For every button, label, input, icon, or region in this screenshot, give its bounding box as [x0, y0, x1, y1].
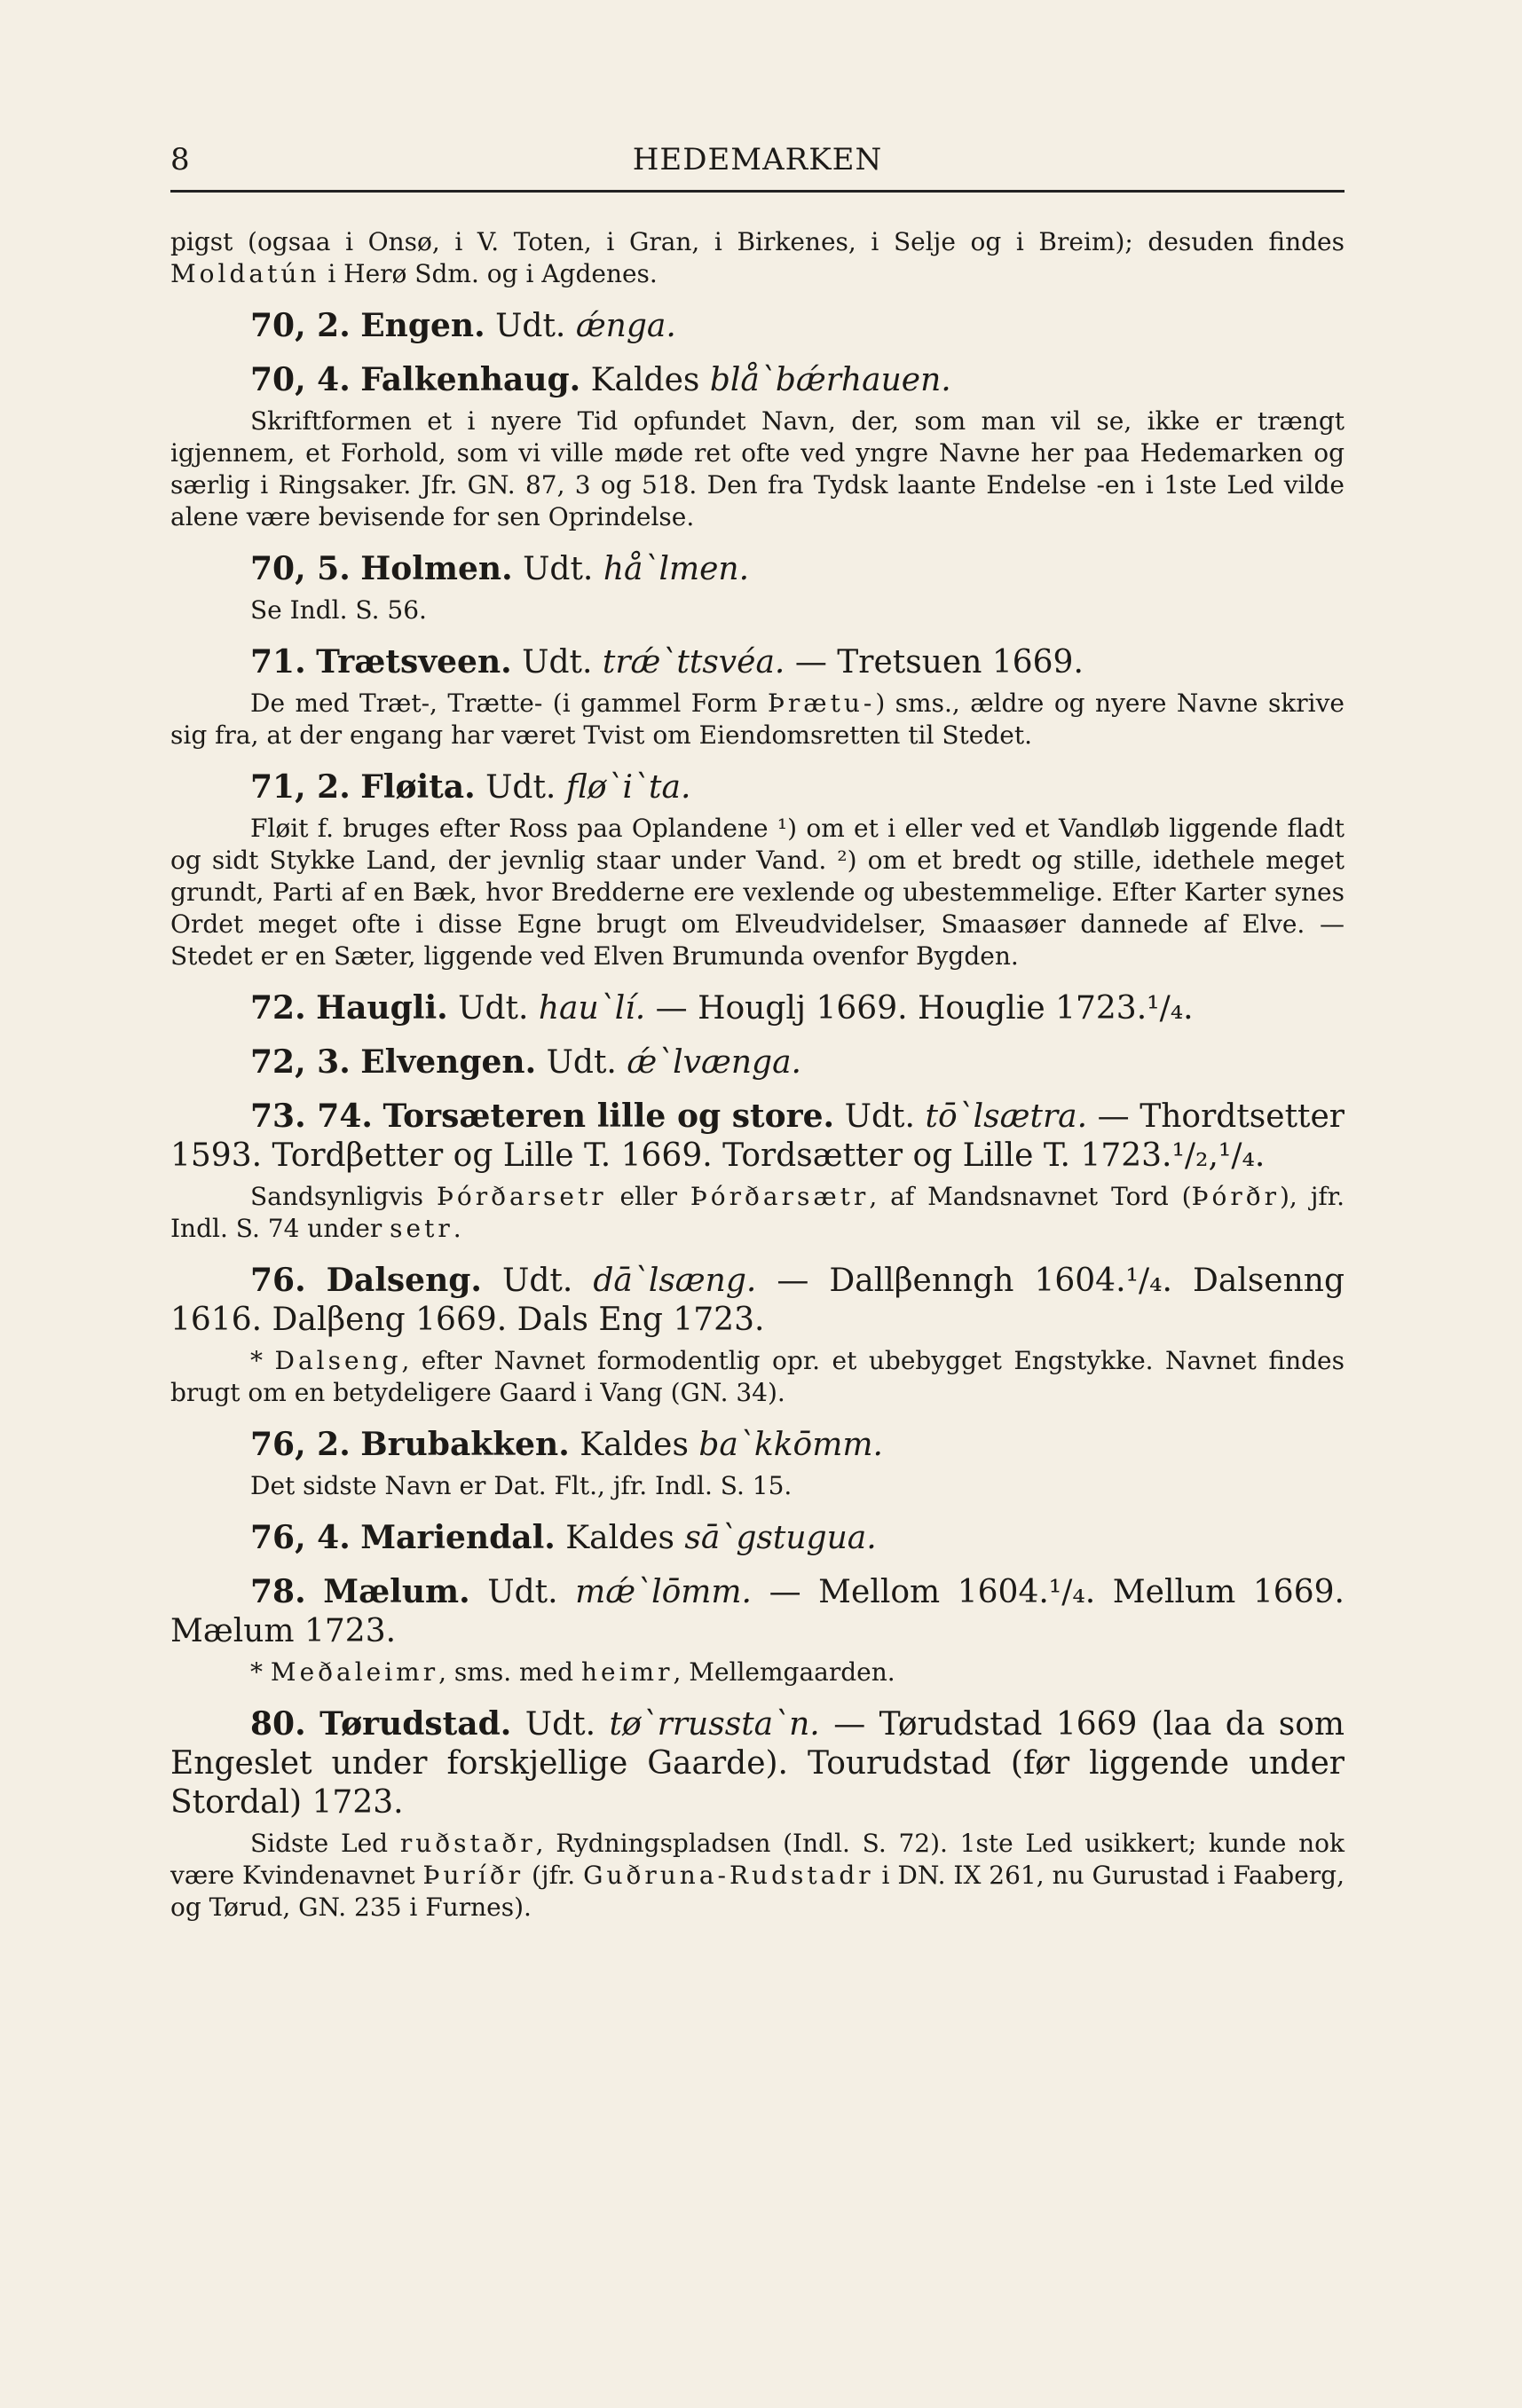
- entry-80: 80. Tørudstad. Udt. tø`rrussta`n. — Tørudstad 1669 (laa da som Engeslet under forskjellige Gaarde). Tourudstad (før liggende under Stordal) 1723.: [170, 1705, 1345, 1821]
- entry-71-note: De med Træt-, Trætte- (i gammel Form Þrætu-) sms., ældre og nyere Navne skrive sig fra, at der engang har været Tvist om Eiendomsretten til Stedet.: [170, 689, 1345, 750]
- entry-78: 78. Mælum. Udt. mǽ`lōmm. — Mellom 1604.¹/₄. Mellum 1669. Mælum 1723.: [170, 1573, 1345, 1649]
- entry-70-2: 70, 2. Engen. Udt. ǽnga.: [250, 307, 676, 344]
- entry-73-74-note: Sandsynligvis Þórðarsetr eller Þórðarsætr, af Mandsnavnet Tord (Þórðr), jfr. Indl. S. 74 under setr.: [170, 1182, 1345, 1243]
- entry-76-4: 76, 4. Mariendal. Kaldes sā`gstugua.: [250, 1519, 877, 1556]
- entry-70-5-note: Se Indl. S. 56.: [250, 595, 427, 625]
- entry-71-2-note: Fløit f. bruges efter Ross paa Oplandene ¹) om et i eller ved et Vandløb liggende fladt og sidt Stykke Land, der jevnlig staar under Vand. ²) om et bredt og stille, idethele meget grundt, Parti af en Bæk, hvor Bredderne ere vexlende og ubestemmelige. Efter Karter synes Ordet meget ofte i disse Egne brugt om Elveudvidelser, Smaasøer dannede af Elve. — Stedet er en Sæter, liggende ved Elven Brumunda ovenfor Bygden.: [170, 814, 1345, 971]
- entry-70-5: 70, 5. Holmen. Udt. hå`lmen.: [250, 550, 750, 587]
- entry-71-2: 71, 2. Fløita. Udt. flø`i`ta.: [250, 768, 691, 806]
- entry-76-note: * Dalseng, efter Navnet formodentlig opr. et ubebygget Engstykke. Navnet findes brugt om en betydeligere Gaard i Vang (GN. 34).: [170, 1346, 1345, 1407]
- page-number: 8: [170, 142, 190, 177]
- entry-73-74: 73. 74. Torsæteren lille og store. Udt. tō`lsætra. — Thordtsetter 1593. Tordβetter og Lille T. 1669. Tordsætter og Lille T. 1723.¹/₂,¹/₄.: [170, 1098, 1345, 1174]
- page-header: [170, 142, 1345, 181]
- entry-72: 72. Haugli. Udt. hau`lí. — Houglj 1669. Houglie 1723.¹/₄.: [250, 989, 1194, 1027]
- intro-paragraph: pigst (ogsaa i Onsø, i V. Toten, i Gran, i Birkenes, i Selje og i Breim); desuden findes Moldatún i Herø Sdm. og i Agdenes.: [170, 227, 1345, 288]
- entry-78-note: * Meðaleimr, sms. med heimr, Mellemgaarden.: [250, 1657, 895, 1687]
- entry-76-2-note: Det sidste Navn er Dat. Flt., jfr. Indl. S. 15.: [250, 1471, 793, 1500]
- entry-70-4: 70, 4. Falkenhaug. Kaldes blå`bǽrhauen.: [250, 361, 951, 398]
- entry-76: 76. Dalseng. Udt. dā`lsæng. — Dallβenngh 1604.¹/₄. Dalsenng 1616. Dalβeng 1669. Dals Eng 1723.: [170, 1262, 1345, 1338]
- header-rule: [170, 190, 1345, 193]
- entry-76-2: 76, 2. Brubakken. Kaldes ba`kkōmm.: [250, 1426, 883, 1463]
- entry-71: 71. Trætsveen. Udt. trǽ`ttsvéa. — Tretsuen 1669.: [250, 643, 1084, 681]
- entry-70-4-note: Skriftformen et i nyere Tid opfundet Navn, der, som man vil se, ikke er trængt igjennem, et Forhold, som vi ville møde ret ofte ved yngre Navne her paa Hedemarken og særlig i Ringsaker. Jfr. GN. 87, 3 og 518. Den fra Tydsk laante Endelse -en i 1ste Led vilde alene være bevisende for sen Oprindelse.: [170, 406, 1345, 531]
- page-content: [170, 226, 1345, 1940]
- entry-72-3: 72, 3. Elvengen. Udt. ǽ`lvænga.: [250, 1043, 801, 1081]
- entry-80-note: Sidste Led ruðstaðr, Rydningspladsen (Indl. S. 72). 1ste Led usikkert; kunde nok være Kvindenavnet Þuríðr (jfr. Guðruna-Rudstadr i DN. IX 261, nu Gurustad i Faaberg, og Tørud, GN. 235 i Furnes).: [170, 1829, 1345, 1922]
- running-title: HEDEMARKEN: [632, 142, 883, 177]
